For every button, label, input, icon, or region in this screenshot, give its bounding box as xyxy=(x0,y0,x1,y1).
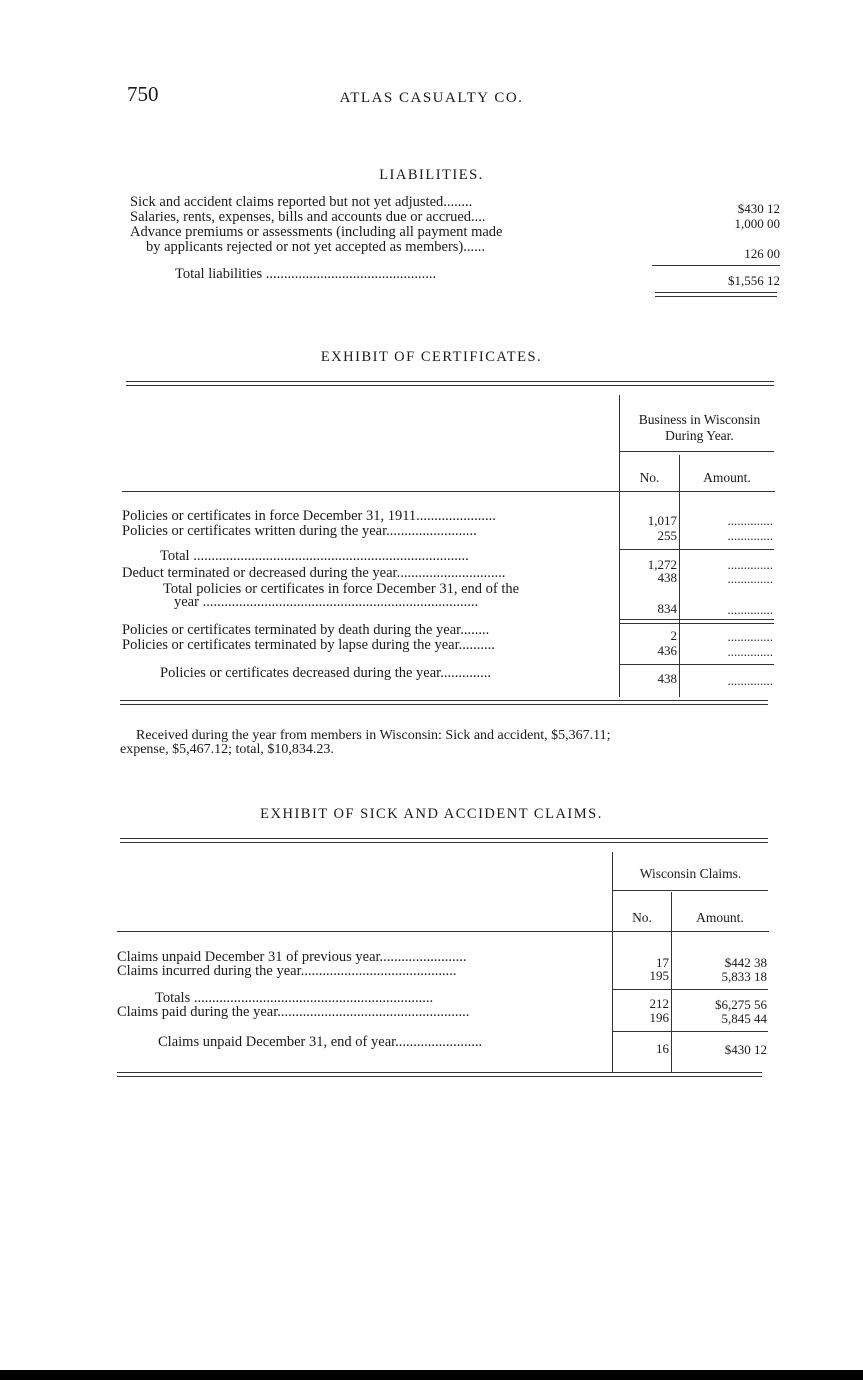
table-row: Claims paid during the year..................................................... xyxy=(117,1005,470,1020)
group-header-rule xyxy=(620,451,774,452)
cell-amount: 5,845 44 xyxy=(721,1011,767,1026)
header-rule xyxy=(122,491,775,492)
table-row: Claims incurred during the year........................................... xyxy=(117,964,457,979)
total-liabilities-label: Total liabilities ............................................... xyxy=(175,267,437,282)
cell-amount: .............. xyxy=(727,602,773,617)
cell-no: 2 xyxy=(670,628,677,643)
cell-amount: .............. xyxy=(727,644,773,659)
table-row: Total ............................................................................ xyxy=(160,549,469,564)
table-row: Claims unpaid December 31, end of year........................ xyxy=(158,1035,483,1050)
table-row: Policies or certificates terminated by death during the year........ xyxy=(122,623,490,638)
col-no-header: No. xyxy=(639,470,660,485)
table-row: Policies or certificates decreased during the year.............. xyxy=(160,666,491,681)
liability-row-label: Advance premiums or assessments (including all payment made xyxy=(130,225,503,240)
cell-amount: .............. xyxy=(727,673,773,688)
cell-amount: .............. xyxy=(727,629,773,644)
cell-amount: $442 38 xyxy=(724,955,767,970)
certificates-title: EXHIBIT OF CERTIFICATES. xyxy=(320,349,543,365)
cell-no: 16 xyxy=(656,1041,669,1056)
table-top-rule xyxy=(126,381,774,386)
header-rule xyxy=(117,931,769,932)
running-title: ATLAS CASUALTY CO. xyxy=(339,90,524,106)
received-line-2: expense, $5,467.12; total, $10,834.23. xyxy=(120,742,334,757)
scan-edge-bar xyxy=(0,1370,863,1380)
table-row: year ............................................................................ xyxy=(174,595,479,610)
liability-row-amount: $430 12 xyxy=(737,201,780,216)
claims-title: EXHIBIT OF SICK AND ACCIDENT CLAIMS. xyxy=(260,806,603,822)
cell-no: 17 xyxy=(656,955,669,970)
cell-no: 255 xyxy=(657,528,677,543)
table-bottom-rule xyxy=(117,1072,762,1077)
liability-row-label: Salaries, rents, expenses, bills and accounts due or accrued.... xyxy=(130,210,486,225)
cell-amount: .............. xyxy=(727,513,773,528)
liability-row-amount: 1,000 00 xyxy=(734,216,780,231)
cell-no: 196 xyxy=(649,1010,669,1025)
subtotal-rule xyxy=(620,549,774,550)
group-header-rule xyxy=(613,890,768,891)
cell-amount: $430 12 xyxy=(724,1042,767,1057)
liability-row-amount: 126 00 xyxy=(744,246,780,261)
subtotal-rule xyxy=(652,265,780,266)
cell-amount: $6,275 56 xyxy=(715,997,767,1012)
table-bottom-rule xyxy=(120,700,768,705)
table-row: Policies or certificates terminated by lapse during the year.......... xyxy=(122,638,495,653)
liabilities-title: LIABILITIES. xyxy=(379,167,484,183)
cell-no: 1,017 xyxy=(647,513,677,528)
col-no-header: No. xyxy=(632,910,652,925)
table-row: Policies or certificates in force December 31, 1911...................... xyxy=(122,509,496,524)
col-amount-header: Amount. xyxy=(696,910,744,925)
cell-no: 1,272 xyxy=(647,557,677,572)
subtotal-rule xyxy=(613,1031,768,1032)
received-line-1: Received during the year from members in Wisconsin: Sick and accident, $5,367.11; xyxy=(136,728,611,743)
total-double-rule xyxy=(655,292,777,297)
cell-no: 195 xyxy=(649,968,669,983)
cell-no: 436 xyxy=(657,643,677,658)
subtotal-rule xyxy=(613,989,768,990)
table-row: Totals .................................................................. xyxy=(155,991,434,1006)
cell-amount: .............. xyxy=(727,528,773,543)
group-header: Business in Wisconsin During Year. xyxy=(638,412,761,443)
table-row: Total policies or certificates in force December 31, end of the xyxy=(163,581,520,597)
cell-amount: 5,833 18 xyxy=(721,969,767,984)
cell-amount: .............. xyxy=(727,571,773,586)
col-amount-header: Amount. xyxy=(703,470,751,485)
total-liabilities-amount: $1,556 12 xyxy=(728,273,780,288)
cell-no: 834 xyxy=(657,601,677,616)
table-top-rule xyxy=(120,838,768,843)
group-header: Wisconsin Claims. xyxy=(639,866,742,881)
table-row: Policies or certificates written during the year......................... xyxy=(122,524,477,539)
section-double-rule xyxy=(620,619,774,624)
cell-no: 212 xyxy=(649,996,669,1011)
liability-row-label: Sick and accident claims reported but not yet adjusted........ xyxy=(130,195,473,210)
cell-no: 438 xyxy=(657,671,677,686)
table-row: Deduct terminated or decreased during the year.............................. xyxy=(122,566,506,581)
cell-amount: .............. xyxy=(727,557,773,572)
table-row: Claims unpaid December 31 of previous year........................ xyxy=(117,950,467,965)
page-number: 750 xyxy=(127,82,159,106)
subtotal-rule xyxy=(620,664,774,665)
cell-no: 438 xyxy=(657,570,677,585)
liability-row-label: by applicants rejected or not yet accepted as members)...... xyxy=(146,240,486,255)
